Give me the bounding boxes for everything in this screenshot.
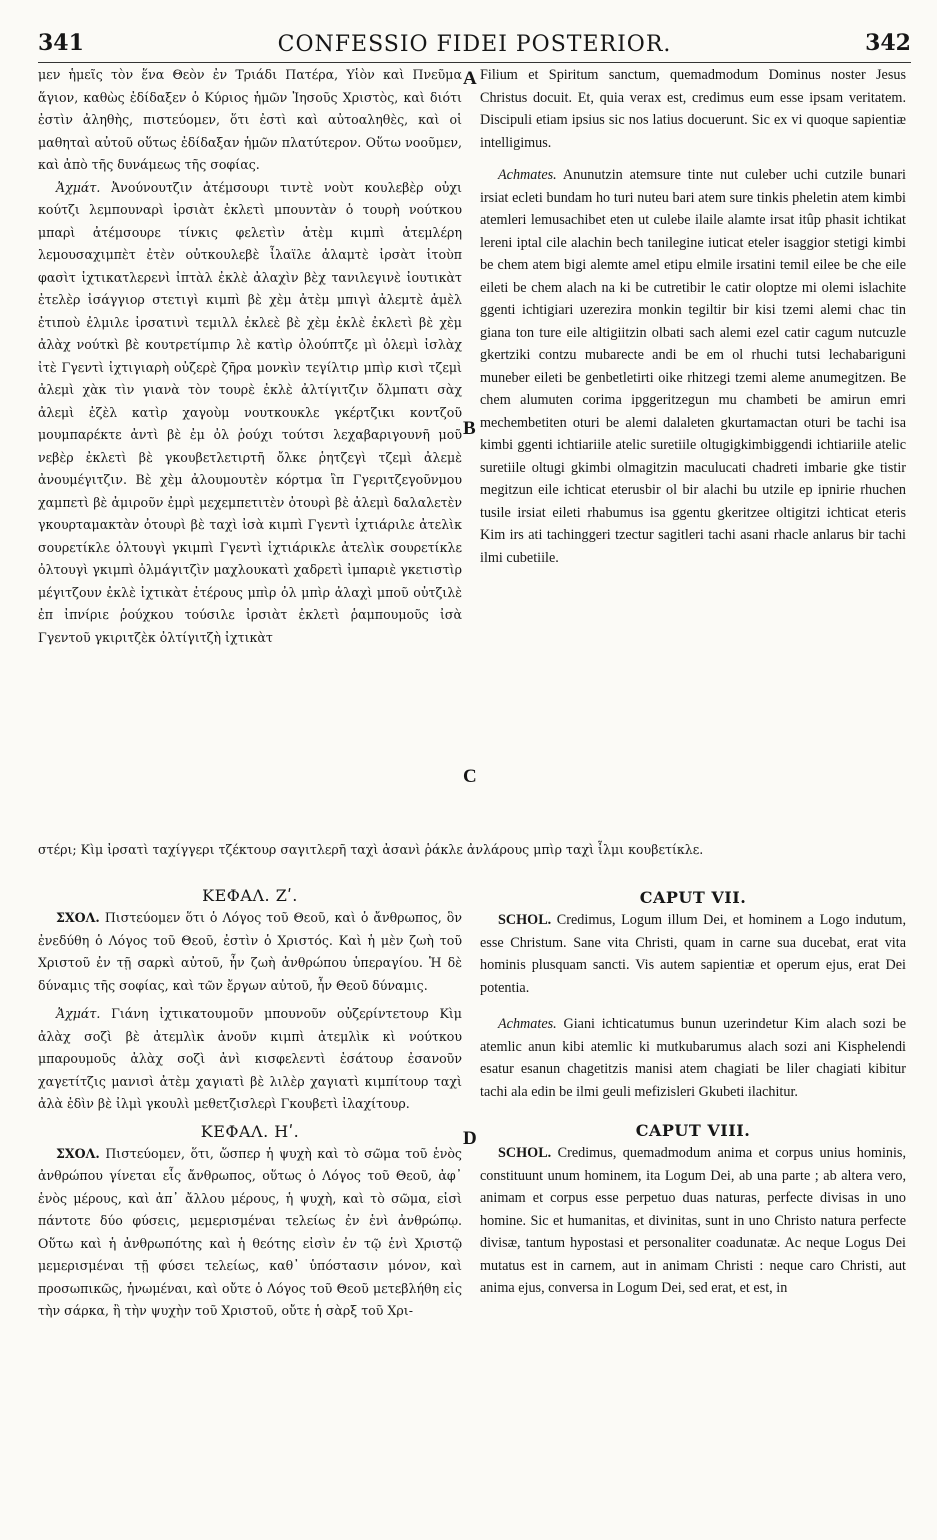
latin-text-2: Anunutzin atemsure tinte nut culeber uchi cutzile bunari irsiat ecleti bundam ho turi nuteu bari atem sure tinkis pheletin atem kimbi atemleri lemusachibet eten ut culebe ilaile alamte irsat itûp phasit ichtikat lereni iptal cile alachin bech tanilegine iuticat eteler isaggior stetigi kimbi be chem atem bigi alemte amel etipu elmile irsatini temil eilee be che eile eileti be chem alach na ki be cutretibir le catir oloptze mi olemi islachite ggenti ichtigiari uzerezira monkin tegiltir bir kisi tzemi alemi chac tin giana ton ture eile altigiitzin olbati sach alemi ezel catir cagum nutcuzle gkertziki contzu mubarecte andi be em ol rhuchi tutsi lechabariguni muneber eileti be genbetletirti oike rhitzegi tzemi aleme anumegitzen. Be chem alumuten corima ipggeritzegun mu chambeti be amirun emri mechembetiten oturi be alemi dalaleten gkurtamactan oturi be tachi isa kimbi ggenti ichtiariile atelic suretiile oltugigkimbiggendi ichtiariile atelic suretiile oltugi gkimbi olmagitzin maculucati chadreti imbarie gke tistir megitzun eile ichticat eterusbir ol bir alachi bu utzile ep ipnirie rhuchen tusile irsiat eileti rhabumus isa ggentu gkeritzee oltigitzi ichticat eteris Kim irs ati tachinggeri tzectur sagitleri tachi asani rhacle anlarus bir tachi ilmi cubetiile. [480,167,906,566]
greek-speaker-3: ΣΧΟΛ. [56,910,100,925]
greek-speaker-4: Ἀχμάτ. [56,1006,101,1021]
greek-paragraph-2 [38,177,462,650]
header-rule [38,62,911,63]
latin-caput-8: CAPUT VIII. [635,1121,751,1140]
latin-speaker-2: Achmates. [498,167,557,183]
greek-speaker-2: Ἀχμάτ. [56,179,101,195]
latin-speaker-3: SCHOL. [498,912,552,928]
wide-line-text: στέρι; Κὶμ ἰρσατὶ ταχίγγερι τζέκτουρ σαγιτλερῆ ταχὶ ἀσανὶ ῥάκλε ἀνλάρους μπὶρ ταχὶ ἶλμι κουβετίκλε. [38,842,704,857]
margin-letter-b: B [463,418,476,439]
latin-paragraph-2 [480,164,906,569]
greek-caput-7: ΚΕΦΑΛ. Ζʹ. [202,886,298,905]
margin-letter-c: C [463,766,477,787]
running-header [38,30,911,60]
greek-paragraph-4 [38,1003,462,1116]
greek-column-lower [38,880,462,1323]
latin-speaker-5: SCHOL. [498,1145,552,1161]
latin-text-3: Credimus, Logum illum Dei, et hominem a Logo indutum, esse Christum. Sane vita Christi, quam in carne sua ducebat, erat vita hominis plusquam sancti. Vis autem sapientiæ et operum ejus, erat Dei potentia. [480,912,906,996]
greek-paragraph-3 [38,907,462,997]
latin-caput-7: CAPUT VII. [639,888,747,907]
latin-paragraph-1: Filium et Spiritum sanctum, quemadmodum Dominus noster Jesus Christus docuit. Et, quia verax est, credimus eum esse ipsam veritatem. Discipuli etiam ipsius sic nos latius docuerunt. Sic ex vi quoque sapientiæ intelligimus. [480,67,906,151]
latin-text-4: Giani ichticatumus bunun uzerindetur Kim alach sozi be atemlic anun kibi atemlic ki mutkubarumus alach sozi ani Kisphelendi esatur esanun chagetitzis manisi atem chagiati be liler chagiati kibitur tachi ala edin be ilmi geuli mefizisleri Gkubeti ilachitur. [480,1016,907,1100]
greek-speaker-5: ΣΧΟΛ. [56,1145,100,1161]
greek-text-3: Πιστεύομεν ὅτι ὁ Λόγος τοῦ Θεοῦ, καὶ ὁ ἄνθρωπος, ὃν ἐνεδύθη ὁ Λόγος τοῦ Θεοῦ, ἐστὶν ὁ Χριστός. Καὶ ἡ μὲν ζωὴ τοῦ Χριστοῦ ἐν τῇ σαρκὶ αὐτοῦ, ἦν ζωὴ ἀνθρώπου ὑπεραγίου. Ἡ δὲ δύναμις τῆς σοφίας, καὶ τῶν ἔργων αὐτοῦ, ἦν Θεοῦ δύναμις. [38,910,462,993]
right-page-number: 342 [865,30,911,56]
latin-paragraph-5 [480,1142,906,1300]
greek-column [38,64,462,649]
latin-column [480,64,906,569]
greek-text-2: Ἀνούνουτζιν ἀτέμσουρι τιντὲ νοὺτ κουλεβὲρ οὐχι κούτζι λεμπουναρὶ ἰρσιὰτ ἐκλετὶ μπουντὰν ὁ τουρὴ νούτκου μπαρὶ ἀτέμσουρε τίνκις φελετὶν ἀτὲμ κιμπὶ ἀτεμλέρη λεμουσαχιμπὲτ ἐτὲν οὐτκουλεβὲ ἶλαϊλε ἀλαμτὲ ἰρσὰτ ἰτοὺπ φασὶτ ἰχτικατλερενὶ ἰπτὰλ ἐκλὲ ἀλαχὶν βὲχ τανιλεγινὲ ἰουτικὰτ ἐτελὲρ ἰσάγγιορ στετιγὶ κιμπὶ βὲ χὲμ ἀτὲμ μπιγὶ ἀλεμτὲ ἀμὲλ ἐτιποὺ ἐλμιλε ἰρσατινὶ τεμιλλ ἐκλεὲ βὲ χὲμ ἐκλὲ ἐκλετὶ βὲ χὲμ ἀλὰχ νούτκὶ βὲ κουτρετίμπιρ λὲ κατὶρ ὀλούπτζε μὶ ὀλεμὶ ἰσλὰχ ἰτὲ Γγεντὶ ἰχτιγιαρὴ οὐζερὲ ζῆρα μονκὶν τεγίλτιρ μπὶρ κισὶ τζεμὶ ἀλεμὶ χὰκ τὶν γιανὰ τὸν τουρὲ ἐκλὲ ἀλτίγιτζιν ὄλμπατι σὰχ ἀλεμὶ ἐζὲλ κατὶρ χαγοὺμ νουτκουκλε γκέρτζικι κοντζοῦ μουμπαρέκτε ἀντὶ βὲ ἐμ ὀλ ῥούχι τούτσι λεχαβαριγουνῆ μοῦ νεβὲρ ἐκλετὶ βὲ γκουβετλετιρτῆ ὄλκε ῥητζεγὶ τζεμὶ ἀλεμὲ ἀνουμέγιτζιν. Βὲ χὲμ ἀλουμουτὲν κόρτμα ἲπ Γγεριτζεγοῦνμου χαμπετὶ βὲ ἀμιροῦν ἐμρὶ μεχεμπετιτὲν ὀτουρὶ βὲ ἀλεμὶ δαλαλετὲν γκουρταμακτὰν ὀτουρὶ βὲ ταχὶ ἰσὰ κιμπὶ Γγεντὶ ἰχτιάριλε ἀτελὶκ σουρετίκλε ὀλτουγὶ γκιμπὶ Γγεντὶ ἰχτιάρικλε ἀτελὶκ σουρετίκλε ὀλτουγὶ γκιμπὶ ὀλμάγιτζὶν μαχλουκατὶ χαδρετὶ ἰμπαριὲ γκετιστὶρ μέγιτζουν ἐκλὲ ἰχτικὰτ ἐτέρους μπὶρ ὀλ μπὶρ ἀλαχὶ μποῦ οὐτζιλὲ ἐπ ἰπνίριε ῥούχκου τούσιλε ἰρσιὰτ ἐκλετὶ ῥαμπουμοῦς ἰσὰ Γγεντοῦ γκιριτζὲκ ὀλτίγιτζὴ ἰχτικὰτ [38,179,462,645]
margin-letter-a: A [463,68,477,89]
latin-speaker-4: Achmates. [498,1016,557,1032]
latin-column-lower [480,880,906,1300]
left-page-number: 341 [38,30,84,56]
margin-letter-d: D [463,1128,477,1149]
latin-paragraph-3 [480,909,906,999]
greek-paragraph-1: μεν ἡμεῖς τὸν ἕνα Θεὸν ἐν Τριάδι Πατέρα, Υἱὸν καὶ Πνεῦμα ἅγιον, καθὼς ἐδίδαξεν ὁ Κύριος ἡμῶν Ἰησοῦς Χριστὸς, καὶ διότι ἐστὶν ἀληθὴς, πιστεύομεν, ὅτι ἐστὶ καὶ αὐτοαληθὲς, καὶ οἱ μαθηταὶ αὐτοῦ οὕτως ἐδίδαξαν ἡμῶν πλατύτερον. Οὕτω νοοῦμεν, καὶ ἀπὸ τῆς δυνάμεως τῆς σοφίας. [38,67,462,172]
full-width-line [38,839,911,861]
latin-paragraph-4 [480,1013,906,1103]
greek-text-5: Πιστεύομεν, ὅτι, ὥσπερ ἡ ψυχὴ καὶ τὸ σῶμα τοῦ ἑνὸς ἀνθρώπου γίνεται εἷς ἄνθρωπος, οὕτως ὁ Λόγος τοῦ Θεοῦ, ἀφ᾽ ἑνὸς μέρους, καὶ ἀπ᾽ ἄλλου μέρους, ἡ ψυχὴ, καὶ τὸ σῶμα, εἰσὶ πάντοτε δύο φύσεις, μεμερισμέναι τελείως ἐν ἑνὶ ἀνθρώπῳ. Οὕτω καὶ ἡ ἀνθρωπότης καὶ ἡ θεότης εἰσὶν ἐν τῷ ἑνὶ Χριστῷ μεμερισμέναι τῇ φύσει τελείως, καθ᾽ ὑπόστασιν μόνον, καὶ προσωπικῶς, ἡνωμέναι, καὶ οὔτε ὁ Λόγος τοῦ Θεοῦ μετεβλήθη εἰς τὴν σάρκα, ἢ τὴν ψυχὴν τοῦ Χριστοῦ, οὔτε ἡ σὰρξ τοῦ Χρι- [38,1145,462,1318]
running-title: CONFESSIO FIDEI POSTERIOR. [277,32,672,57]
greek-text-4: Γιάνη ἰχτικατουμοῦν μπουνοῦν οὐζερίντετουρ Κὶμ ἀλὰχ σοζὶ βὲ ἀτεμλὶκ ἀνοῦν κιμπὶ ἀτεμλὶκ κὶ νούτκου μπαρουμοῦς ἀλὰχ σοζὶ ἀνὶ κισφελεντὶ ἐσάτουρ ἐσανοῦν χαγετίτζις μανισὶ ἀτὲμ χαγιατὶ βὲ λιλὲρ χαγιατὶ κιμπίτουρ ταχὶ ἀλὰ ἐδὶν βὲ ἰλμὶ γκουλὶ μεθετζισλερὶ Γκουβετὶ ἰλαχίτουρ. [38,1006,462,1111]
greek-caput-8: ΚΕΦΑΛ. Ηʹ. [200,1121,300,1141]
latin-text-5: Credimus, quemadmodum anima et corpus unius hominis, constituunt unum hominem, ita Logum Dei, ab una parte ; ab altera vero, animam et corpus esse perpetuo duas naturas, perfecte divisas in uno homine. Sic et humanitas, et divinitas, sunt in uno Christo natura perfecte divisæ, tantum hypostasi et personaliter coadunatæ. Ac neque Logus Dei mutatus est in carnem, aut in animam Christi : neque caro Christi, aut anima ejus, conversa in Logum Dei, sed erat, et est, in [480,1145,906,1296]
greek-paragraph-5 [38,1143,462,1323]
